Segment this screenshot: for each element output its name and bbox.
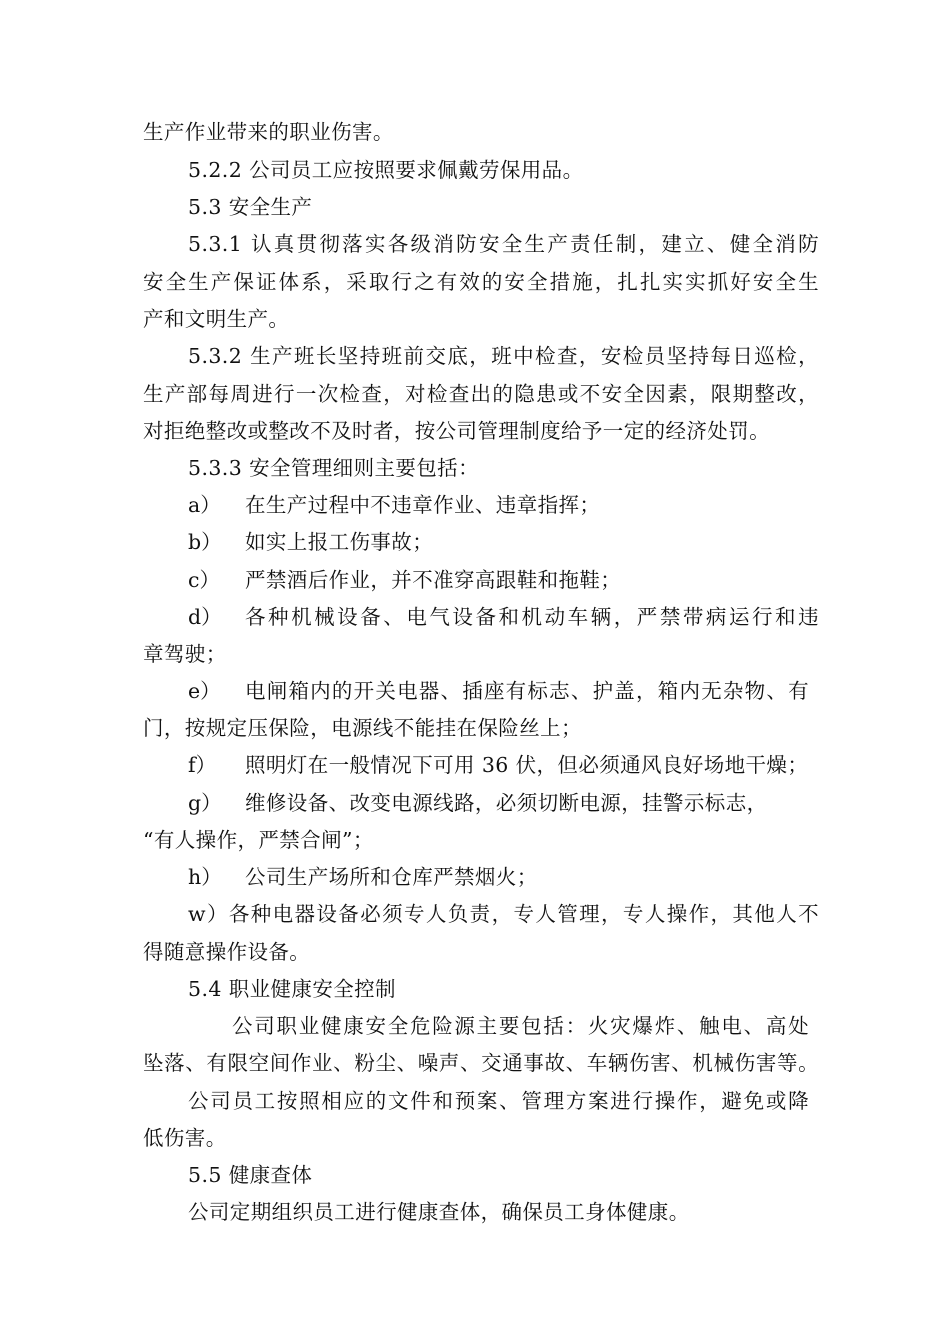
section-5-3-1-line-1: 5.3.1 认真贯彻落实各级消防安全生产责任制，建立、健全消防 <box>188 232 819 256</box>
list-item-g-line-2: “有人操作，严禁合闸”； <box>143 828 374 852</box>
section-5-3-3: 5.3.3 安全管理细则主要包括： <box>188 456 479 480</box>
list-item-w-line-2: 得随意操作设备。 <box>143 940 311 964</box>
list-item-f: 照明灯在一般情况下可用 36 伏，但必须通风良好场地干燥； <box>245 753 809 777</box>
section-5-2-2: 5.2.2 公司员工应按照要求佩戴劳保用品。 <box>188 158 584 182</box>
heading-5-3: 5.3 安全生产 <box>188 195 313 219</box>
list-item-h: 公司生产场所和仓库严禁烟火； <box>245 865 538 889</box>
section-5-3-2-line-1: 5.3.2 生产班长坚持班前交底，班中检查，安检员坚持每日巡检， <box>188 344 819 368</box>
list-item-label-d: d） <box>188 605 222 629</box>
list-item-a: 在生产过程中不违章作业、违章指挥； <box>245 493 601 517</box>
list-item-label-c: c） <box>188 568 220 592</box>
paragraph-continuation: 生产作业带来的职业伤害。 <box>143 120 394 144</box>
section-5-3-1-line-3: 产和文明生产。 <box>143 307 290 331</box>
list-item-label-h: h） <box>188 865 222 889</box>
paragraph-5-4-a-line-1: 公司职业健康安全危险源主要包括：火灾爆炸、触电、高处 <box>232 1014 809 1038</box>
list-item-label-a: a） <box>188 493 221 517</box>
list-item-g-line-1: 维修设备、改变电源线路，必须切断电源，挂警示标志， <box>245 791 768 815</box>
list-item-c: 严禁酒后作业，并不准穿高跟鞋和拖鞋； <box>245 568 622 592</box>
section-5-3-2-line-3: 对拒绝整改或整改不及时者，按公司管理制度给予一定的经济处罚。 <box>143 419 770 443</box>
section-5-3-1-line-2: 安全生产保证体系，采取行之有效的安全措施，扎扎实实抓好安全生 <box>143 270 819 294</box>
section-5-3-2-line-2: 生产部每周进行一次检查，对检查出的隐患或不安全因素，限期整改， <box>143 382 819 406</box>
paragraph-5-5: 公司定期组织员工进行健康查体，确保员工身体健康。 <box>188 1200 690 1224</box>
paragraph-5-4-b-line-2: 低伤害。 <box>143 1126 227 1150</box>
list-item-d-line-2: 章驾驶； <box>143 642 227 666</box>
list-item-label-g: g） <box>188 791 222 815</box>
paragraph-5-4-b-line-1: 公司员工按照相应的文件和预案、管理方案进行操作，避免或降 <box>188 1089 809 1113</box>
heading-5-5: 5.5 健康查体 <box>188 1163 313 1187</box>
list-item-label-b: b） <box>188 530 222 554</box>
list-item-b: 如实上报工伤事故； <box>245 530 434 554</box>
list-item-w-line-1: w）各种电器设备必须专人负责，专人管理，专人操作，其他人不 <box>188 902 819 926</box>
heading-5-4: 5.4 职业健康安全控制 <box>188 977 396 1001</box>
list-item-label-f: f） <box>188 753 217 777</box>
list-item-label-e: e） <box>188 679 221 703</box>
list-item-e-line-2: 门，按规定压保险，电源线不能挂在保险丝上； <box>143 716 582 740</box>
list-item-e-line-1: 电闸箱内的开关电器、插座有标志、护盖，箱内无杂物、有 <box>245 679 809 703</box>
list-item-d-line-1: 各种机械设备、电气设备和机动车辆，严禁带病运行和违 <box>245 605 819 629</box>
paragraph-5-4-a-line-2: 坠落、有限空间作业、粉尘、噪声、交通事故、车辆伤害、机械伤害等。 <box>143 1051 819 1075</box>
